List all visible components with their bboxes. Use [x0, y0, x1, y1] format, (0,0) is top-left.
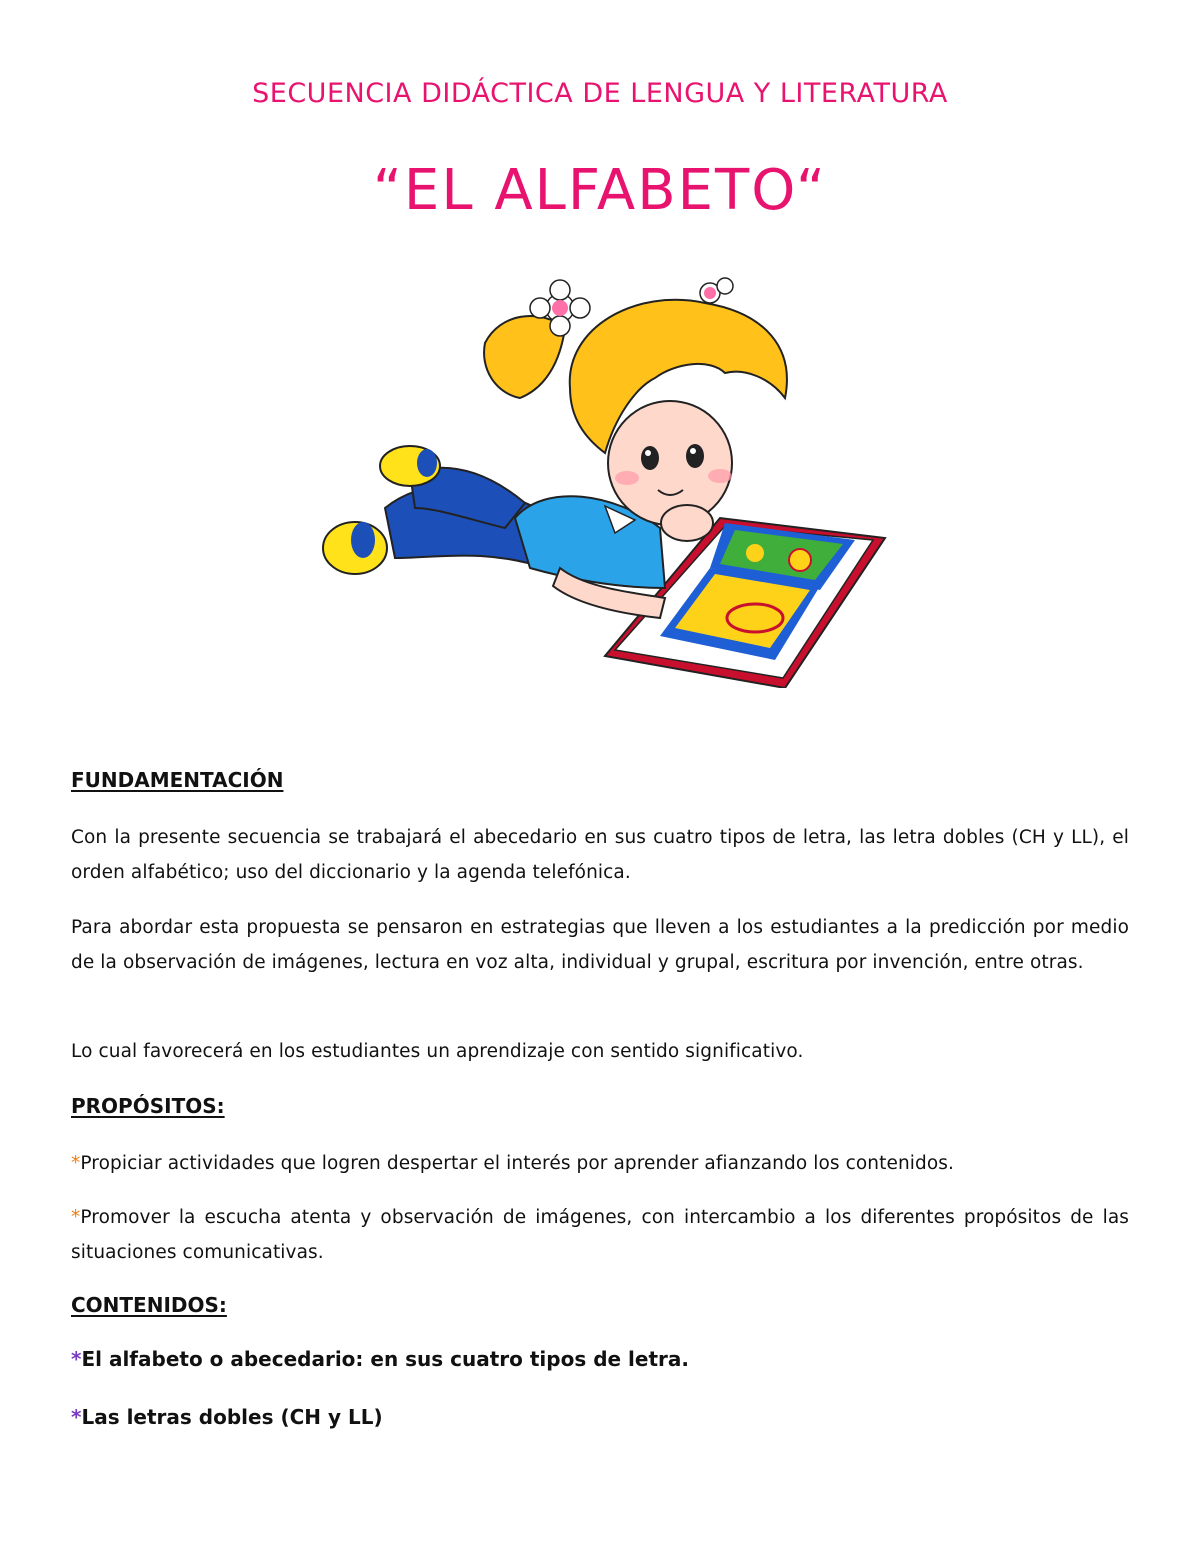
bullet-star-icon: * [71, 1153, 81, 1174]
bullet-star-icon: * [71, 1207, 81, 1228]
bullet-star-icon: * [71, 1405, 82, 1429]
page-title: “EL ALFABETO“ [372, 158, 828, 223]
contenido-text: Las letras dobles (CH y LL) [81, 1405, 383, 1429]
page-subtitle: SECUENCIA DIDÁCTICA DE LENGUA Y LITERATURA [252, 78, 948, 109]
section-heading-fundamentacion: FUNDAMENTACIÓN [71, 768, 284, 792]
list-item [71, 1347, 689, 1371]
girl-reading-book-icon [315, 268, 887, 688]
bullet-star-icon: * [71, 1347, 82, 1371]
section-heading-contenidos: CONTENIDOS: [71, 1293, 227, 1317]
contenido-text: El alfabeto o abecedario: en sus cuatro tipos de letra. [81, 1347, 689, 1371]
list-item [71, 1200, 1129, 1270]
proposito-text: Promover la escucha atenta y observación de imágenes, con intercambio a los diferentes propósitos de las situaciones comunicativas. [71, 1207, 1129, 1263]
fundamentacion-paragraph-1: Con la presente secuencia se trabajará el abecedario en sus cuatro tipos de letra, las letra dobles (CH y LL), el orden alfabético; uso del diccionario y la agenda telefónica. [71, 827, 1129, 883]
fundamentacion-paragraph-2: Para abordar esta propuesta se pensaron en estrategias que lleven a los estudiantes a la predicción por medio de la observación de imágenes, lectura en voz alta, individual y grupal, escritura por invención, entre otras. [71, 917, 1129, 973]
proposito-text: Propiciar actividades que logren despertar el interés por aprender afianzando los contenidos. [80, 1153, 955, 1174]
section-heading-propositos: PROPÓSITOS: [71, 1094, 225, 1118]
list-item [71, 1405, 383, 1429]
fundamentacion-paragraph-3: Lo cual favorecerá en los estudiantes un aprendizaje con sentido significativo. [71, 1041, 804, 1062]
list-item [71, 1146, 1129, 1181]
